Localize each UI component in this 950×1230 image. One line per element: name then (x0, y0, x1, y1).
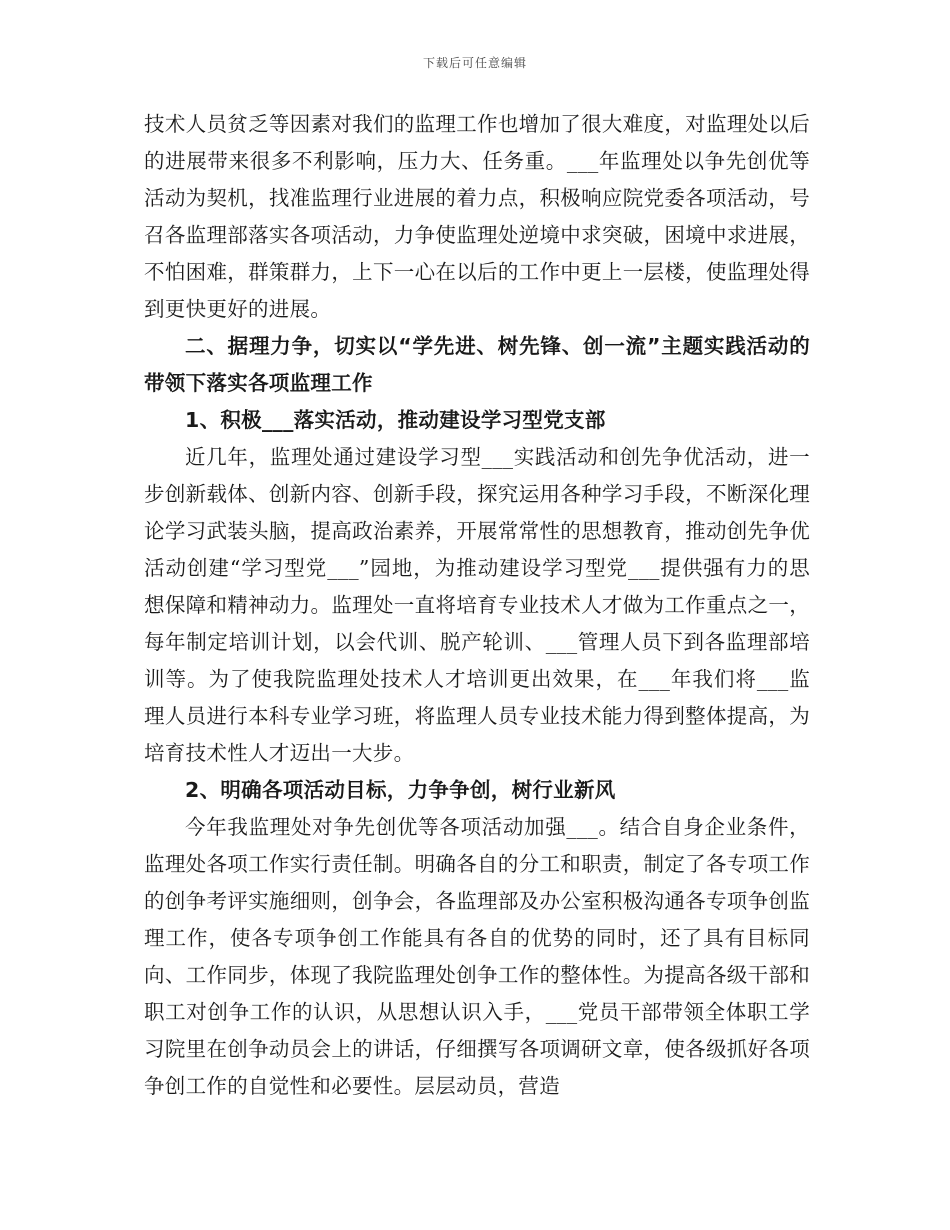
section-heading-2: 二、据理力争，切实以“学先进、树先锋、创一流”主题实践活动的带领下落实各项监理工作 (144, 334, 810, 395)
subheading-1: 1、积极___落实活动，推动建设学习型党支部 (185, 408, 606, 432)
document-body (144, 106, 810, 1105)
paragraph-study: 近几年，监理处通过建设学习型___实践活动和创先争优活动，进一步创新载体、创新内容、创新手段，探究运用各种学习手段，不断深化理论学习武装头脑，提高政治素养，开展常常性的思想教育，推动创先争优活动创建“学习型党___”园地，为推动建设学习型党___提供强有力的思想保障和精神动力。监理处一直将培育专业技术人才做为工作重点之一，每年制定培训计划，以会代训、脱产轮训、___管理人员下到各监理部培训等。为了使我院监理处技术人才培训更出效果，在___年我们将___监理人员进行本科专业学习班，将监理人员专业技术能力得到整体提高，为培育技术性人才迈出一大步。 (144, 445, 810, 765)
paragraph-intro: 技术人员贫乏等因素对我们的监理工作也增加了很大难度，对监理处以后的进展带来很多不利影响，压力大、任务重。___年监理处以争先创优等活动为契机，找准监理行业进展的着力点，积极响应院党委各项活动，号召各监理部落实各项活动，力争使监理处逆境中求突破，困境中求进展，不怕困难，群策群力，上下一心在以后的工作中更上一层楼，使监理处得到更快更好的进展。 (144, 112, 810, 321)
page-header: 下载后可任意编辑 (422, 56, 527, 70)
subheading-2: 2、明确各项活动目标，力争争创，树行业新风 (185, 778, 616, 802)
paragraph-goals: 今年我监理处对争先创优等各项活动加强___。结合自身企业条件，监理处各项工作实行责任制。明确各自的分工和职责，制定了各专项工作的创争考评实施细则，创争会，各监理部及办公室积极沟通各专项争创监理工作，使各专项争创工作能具有各自的优势的同时，还了具有目标同向、工作同步，体现了我院监理处创争工作的整体性。为提高各级干部和职工对创争工作的认识，从思想认识入手，___党员干部带领全体职工学习院里在创争动员会上的讲话，仔细撰写各项调研文章，使各级抓好各项争创工作的自觉性和必要性。层层动员，营造 (144, 815, 810, 1098)
